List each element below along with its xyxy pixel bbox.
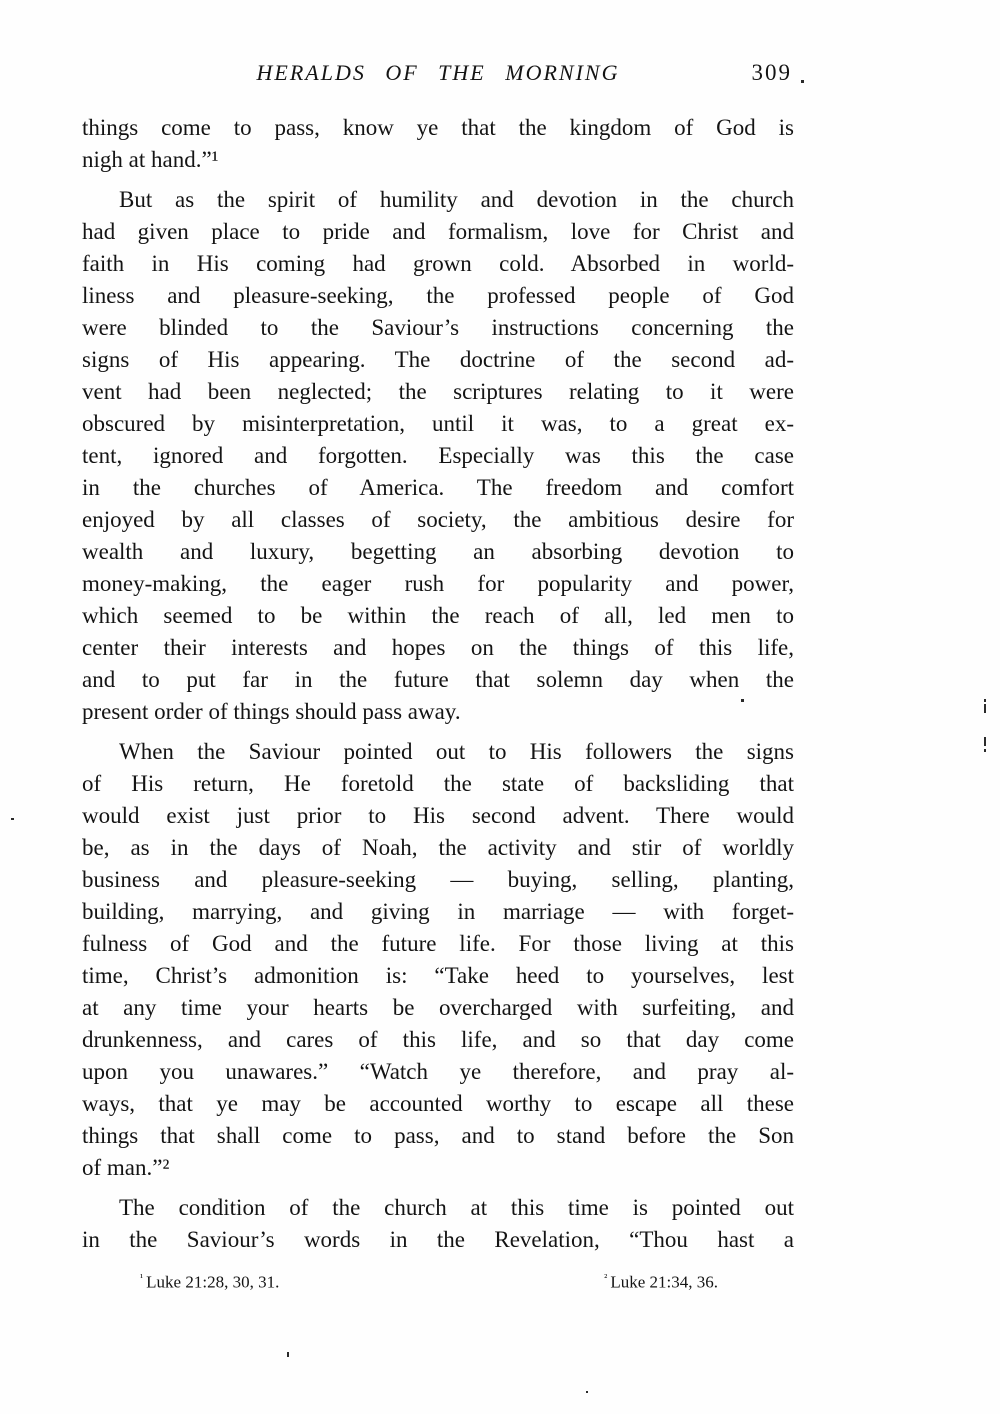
- footnote-1-marker: ¹: [140, 1273, 144, 1284]
- text-line: present order of things should pass away.: [82, 699, 461, 724]
- text-line: wealth and luxury, begetting an absorbing devotion to: [82, 539, 794, 564]
- text-line: The condition of the church at this time is pointed out: [119, 1195, 794, 1220]
- footnotes: [82, 1268, 794, 1294]
- scan-artifact: [586, 1391, 588, 1393]
- text-line: of His return, He foretold the state of backsliding that: [82, 771, 794, 796]
- text-line: ways, that ye may be accounted worthy to escape all these: [82, 1091, 794, 1116]
- paragraph: [82, 1192, 794, 1256]
- footnote-2-text: Luke 21:34, 36.: [610, 1272, 718, 1292]
- scan-artifact: [801, 80, 804, 83]
- text-line: nigh at hand.”¹: [82, 147, 219, 172]
- running-title: HERALDS OF THE MORNING: [256, 60, 620, 85]
- text-line: be, as in the days of Noah, the activity and stir of worldly: [82, 835, 794, 860]
- text-line: things come to pass, know ye that the kingdom of God is: [82, 115, 794, 140]
- page-content: [82, 112, 794, 1294]
- paragraph: [82, 736, 794, 1184]
- text-line: drunkenness, and cares of this life, and so that day come: [82, 1027, 794, 1052]
- scan-artifact: [287, 1352, 289, 1357]
- text-line: upon you unawares.” “Watch ye therefore, and pray al-: [82, 1059, 794, 1084]
- text-line: at any time your hearts be overcharged with surfeiting, and: [82, 995, 794, 1020]
- scan-artifact: [11, 818, 14, 820]
- text-body: [82, 112, 794, 1256]
- text-line: time, Christ’s admonition is: “Take heed to yourselves, lest: [82, 963, 794, 988]
- text-line: in the Saviour’s words in the Revelation, “Thou hast a: [82, 1227, 794, 1252]
- text-line: faith in His coming had grown cold. Absorbed in world-: [82, 251, 794, 276]
- text-line: of man.”²: [82, 1155, 170, 1180]
- text-line: tent, ignored and forgotten. Especially was this the case: [82, 443, 794, 468]
- text-line: would exist just prior to His second advent. There would: [82, 803, 794, 828]
- text-line: were blinded to the Saviour’s instructions concerning the: [82, 315, 794, 340]
- footnote-1-text: Luke 21:28, 30, 31.: [146, 1272, 280, 1292]
- text-line: things that shall come to pass, and to stand before the Son: [82, 1123, 794, 1148]
- scan-artifact: [984, 704, 986, 713]
- footnote-1: [140, 1268, 279, 1294]
- text-line: money-making, the eager rush for popularity and power,: [82, 571, 794, 596]
- text-line: which seemed to be within the reach of all, led men to: [82, 603, 794, 628]
- text-line: liness and pleasure-seeking, the professed people of God: [82, 283, 794, 308]
- paragraph: [82, 112, 794, 176]
- paragraph: [82, 184, 794, 728]
- footnote-2: [604, 1268, 718, 1294]
- text-line: and to put far in the future that solemn day when the: [82, 667, 794, 692]
- text-line: signs of His appearing. The doctrine of the second ad-: [82, 347, 794, 372]
- page-header: [82, 60, 794, 92]
- scan-artifact: [984, 737, 986, 746]
- text-line: had given place to pride and formalism, love for Christ and: [82, 219, 794, 244]
- text-line: business and pleasure-seeking — buying, selling, planting,: [82, 867, 794, 892]
- page-number: 309: [751, 60, 792, 85]
- text-line: obscured by misinterpretation, until it was, to a great ex-: [82, 411, 794, 436]
- text-line: in the churches of America. The freedom and comfort: [82, 475, 794, 500]
- text-line: When the Saviour pointed out to His followers the signs: [119, 739, 794, 764]
- text-line: vent had been neglected; the scriptures relating to it were: [82, 379, 794, 404]
- scan-artifact: [984, 749, 986, 752]
- text-line: building, marrying, and giving in marriage — with forget-: [82, 899, 794, 924]
- footnote-2-marker: ²: [604, 1273, 608, 1284]
- text-line: enjoyed by all classes of society, the ambitious desire for: [82, 507, 794, 532]
- text-line: But as the spirit of humility and devotion in the church: [119, 187, 794, 212]
- scan-artifact: [984, 699, 986, 702]
- scan-artifact: [741, 699, 744, 702]
- text-line: center their interests and hopes on the things of this life,: [82, 635, 794, 660]
- text-line: fulness of God and the future life. For those living at this: [82, 931, 794, 956]
